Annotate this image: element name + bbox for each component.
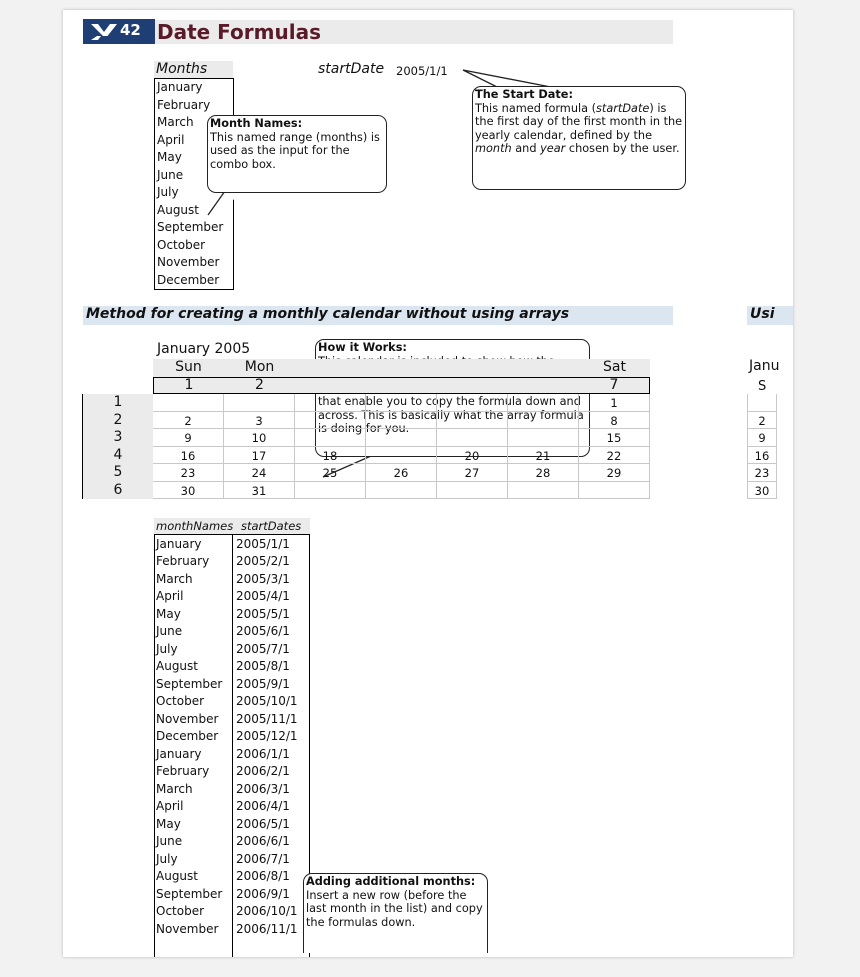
row-number: 6 — [83, 482, 153, 500]
month-name-cell[interactable]: March — [156, 571, 193, 586]
calendar-cell[interactable]: 18 — [295, 447, 366, 465]
partial-month: Janu — [749, 358, 780, 374]
start-date-cell[interactable]: 2005/5/1 — [236, 606, 290, 621]
start-date-cell[interactable]: 2005/4/1 — [236, 589, 290, 603]
calendar-cell[interactable]: 15 — [579, 429, 650, 447]
list-item[interactable]: January — [157, 80, 203, 94]
start-date-cell[interactable]: 2006/11/1 — [236, 921, 298, 936]
calendar-cell[interactable]: 9 — [153, 429, 224, 447]
day-name-header — [508, 359, 579, 377]
start-date-cell[interactable]: 2005/2/1 — [236, 554, 290, 568]
calendar-cell[interactable]: 22 — [579, 447, 650, 465]
month-name-cell[interactable]: May — [156, 606, 181, 621]
calendar-cell[interactable] — [437, 482, 508, 500]
calendar-cell[interactable] — [508, 394, 579, 412]
calendar-cell[interactable]: 28 — [508, 464, 579, 482]
calendar-month-year: January 2005 — [157, 341, 251, 357]
start-date-cell[interactable]: 2006/4/1 — [236, 799, 290, 813]
row-number: 5 — [83, 464, 153, 482]
list-item[interactable]: August — [157, 202, 199, 217]
start-date-cell[interactable]: 2005/12/1 — [236, 729, 298, 743]
calendar-cell: 30 — [747, 482, 777, 500]
start-date-cell[interactable]: 2005/8/1 — [236, 659, 290, 673]
section-title: Method for creating a monthly calendar without using arrays — [86, 306, 570, 322]
column-number — [508, 377, 579, 394]
list-item[interactable]: April — [157, 132, 185, 147]
list-item[interactable]: December — [157, 272, 220, 287]
month-name-cell[interactable]: September — [156, 676, 223, 691]
list-item[interactable]: October — [157, 237, 206, 252]
day-name-header: Sat — [579, 359, 650, 377]
list-item[interactable]: September — [157, 220, 224, 234]
calendar-cell[interactable]: 25 — [295, 464, 366, 482]
logo-text: 42 — [120, 21, 141, 39]
calendar-cell[interactable] — [224, 394, 295, 412]
calendar-cell[interactable] — [295, 412, 366, 430]
worksheet — [63, 10, 793, 957]
calendar-cell[interactable]: 29 — [579, 464, 650, 482]
month-name-cell[interactable]: July — [156, 851, 178, 866]
start-date-callout: The Start Date: This named formula (startDate) is the first day of the first month in the yearly calendar, defined by the month and year chosen by the user. — [472, 86, 686, 190]
calendar-cell: 9 — [747, 429, 777, 447]
calendar-cell[interactable]: 23 — [153, 464, 224, 482]
row-number: 2 — [83, 412, 153, 430]
day-name-header — [366, 359, 437, 377]
calendar-cell[interactable] — [437, 412, 508, 430]
list-item[interactable]: June — [157, 167, 184, 182]
calendar-cell[interactable] — [437, 429, 508, 447]
calendar-cell — [747, 394, 777, 412]
list-item[interactable]: May — [157, 150, 182, 164]
start-date-cell[interactable]: 2006/7/1 — [236, 851, 290, 866]
start-date-cell[interactable]: 2005/9/1 — [236, 676, 290, 691]
calendar-cell[interactable]: 20 — [437, 447, 508, 465]
calendar-cell[interactable] — [366, 412, 437, 430]
calendar-cell[interactable]: 17 — [224, 447, 295, 465]
logo-mark-icon — [89, 23, 119, 41]
how-it-works-callout: How it Works: that enable you to copy the formula down and across. This is basically what the array formula is doing for you. — [315, 339, 590, 457]
calendar-cell[interactable] — [295, 394, 366, 412]
calendar-cell[interactable] — [295, 482, 366, 500]
month-name-cell[interactable]: October — [156, 904, 205, 918]
month-name-cell[interactable]: July — [156, 641, 178, 656]
calendar-cell: 2 — [747, 412, 777, 430]
partial-day: S — [758, 379, 767, 394]
month-name-cell[interactable]: January — [156, 536, 202, 551]
start-date-cell[interactable]: 2005/7/1 — [236, 641, 290, 656]
day-name-header: Mon — [224, 359, 295, 377]
calendar-cell[interactable] — [366, 447, 437, 465]
month-name-cell[interactable]: April — [156, 589, 184, 603]
calendar-cell[interactable]: 21 — [508, 447, 579, 465]
list-item[interactable]: November — [157, 255, 220, 269]
calendar-cell[interactable] — [366, 482, 437, 500]
month-name-cell[interactable]: June — [156, 624, 183, 638]
start-date-cell[interactable]: 2005/3/1 — [236, 571, 290, 586]
calendar-cell[interactable] — [579, 482, 650, 500]
month-name-cell[interactable]: March — [156, 781, 193, 796]
start-date-cell[interactable]: 2006/8/1 — [236, 869, 290, 883]
start-date-cell[interactable]: 2006/6/1 — [236, 834, 290, 848]
calendar-cell[interactable]: 27 — [437, 464, 508, 482]
column-number: 7 — [579, 377, 650, 394]
calendar-cell[interactable]: 1 — [579, 394, 650, 412]
start-date-label: startDate — [318, 61, 385, 77]
calendar-cell[interactable] — [437, 394, 508, 412]
calendar-cell[interactable] — [508, 482, 579, 500]
day-name-header — [295, 359, 366, 377]
month-name-cell[interactable]: September — [156, 886, 223, 901]
row-number: 3 — [83, 429, 153, 447]
calendar-cell[interactable]: 24 — [224, 464, 295, 482]
start-date-cell[interactable]: 2005/10/1 — [236, 694, 298, 708]
calendar-cell[interactable] — [153, 394, 224, 412]
day-name-header: Sun — [153, 359, 224, 377]
month-names-header: monthNames — [156, 519, 234, 533]
month-name-cell[interactable]: February — [156, 764, 210, 778]
column-number — [295, 377, 366, 394]
list-item[interactable]: March — [157, 115, 194, 129]
month-name-cell[interactable]: August — [156, 659, 198, 673]
calendar-cell[interactable] — [366, 394, 437, 412]
month-name-cell[interactable]: January — [156, 746, 202, 761]
day-name-header — [437, 359, 508, 377]
start-date-cell[interactable]: 2006/5/1 — [236, 816, 290, 831]
start-date-cell[interactable]: 2006/2/1 — [236, 764, 290, 778]
calendar-cell[interactable]: 31 — [224, 482, 295, 500]
page-title: Date Formulas — [157, 20, 321, 44]
start-date-cell[interactable]: 2005/11/1 — [236, 711, 298, 726]
start-date-cell[interactable]: 2005/1/1 — [236, 536, 290, 551]
month-name-cell[interactable]: October — [156, 694, 205, 708]
month-name-cell[interactable]: April — [156, 799, 184, 813]
month-name-cell[interactable]: February — [156, 554, 210, 568]
column-number: 1 — [153, 377, 224, 394]
calendar-cell[interactable] — [508, 412, 579, 430]
calendar-cell[interactable]: 3 — [224, 412, 295, 430]
month-name-cell[interactable]: November — [156, 711, 219, 726]
start-date-cell[interactable]: 2006/9/1 — [236, 886, 290, 901]
month-name-cell[interactable]: August — [156, 869, 198, 883]
start-date-cell[interactable]: 2006/1/1 — [236, 746, 290, 761]
start-date-cell[interactable]: 2006/10/1 — [236, 904, 298, 918]
row-number: 1 — [83, 394, 153, 412]
calendar-cell[interactable]: 8 — [579, 412, 650, 430]
month-name-cell[interactable]: May — [156, 816, 181, 831]
calendar-cell[interactable] — [366, 429, 437, 447]
calendar-cell[interactable]: 30 — [153, 482, 224, 500]
month-name-cell[interactable]: December — [156, 729, 219, 743]
start-date-cell[interactable]: 2006/3/1 — [236, 781, 290, 796]
section-title-right: Usi — [750, 306, 775, 322]
calendar-cell: 23 — [747, 464, 777, 482]
x42-logo — [83, 19, 155, 44]
column-number — [437, 377, 508, 394]
calendar-cell[interactable] — [295, 429, 366, 447]
calendar-cell[interactable]: 26 — [366, 464, 437, 482]
month-name-cell[interactable]: November — [156, 921, 219, 936]
start-date-cell[interactable]: 2005/6/1 — [236, 624, 290, 638]
start-dates-header: startDates — [233, 518, 310, 534]
adding-months-callout: Adding additional months: Insert a new row (before the last month in the list) and copy the formulas down. — [303, 873, 488, 953]
row-number: 4 — [83, 447, 153, 465]
column-number — [366, 377, 437, 394]
months-header: Months — [154, 61, 233, 78]
calendar-cell[interactable]: 16 — [153, 447, 224, 465]
month-name-cell[interactable]: June — [156, 834, 183, 848]
list-item[interactable]: July — [157, 185, 179, 199]
column-number: 2 — [224, 377, 295, 394]
calendar-cell: 16 — [747, 447, 777, 465]
calendar-cell[interactable] — [508, 429, 579, 447]
month-names-callout: Month Names: This named range (months) is used as the input for the combo box. — [207, 115, 387, 193]
calendar-cell[interactable]: 10 — [224, 429, 295, 447]
list-item[interactable]: February — [157, 97, 211, 112]
start-date-value[interactable]: 2005/1/1 — [396, 64, 448, 78]
calendar-cell[interactable]: 2 — [153, 412, 224, 430]
